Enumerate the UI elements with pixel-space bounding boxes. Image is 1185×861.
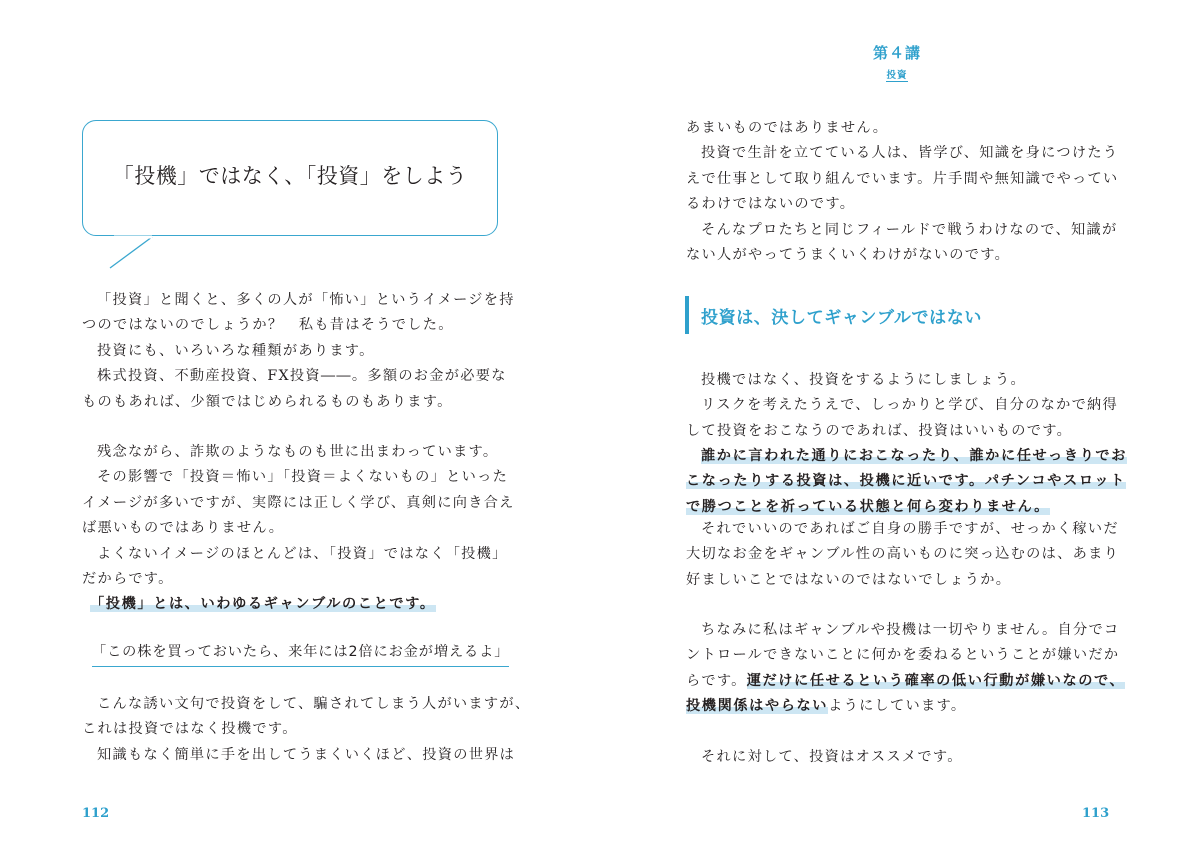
text-line: るわけではないのです。	[686, 196, 856, 213]
body-text-1	[686, 116, 1119, 268]
highlighted-text: 投機関係はやらない	[686, 698, 829, 715]
text-line: 投資で生計を立てている人は、皆学び、知識を身につけたう	[701, 145, 1119, 162]
text-line: 投機ではなく、投資をするようにしましょう。	[701, 372, 1026, 388]
body-text-4	[686, 618, 1125, 770]
text-line: 株式投資、不動産投資、FX投資――。多額のお金が必要な	[97, 368, 507, 385]
plain-text: らです。	[686, 672, 747, 689]
plain-text: ようにしています。	[828, 698, 967, 715]
text-line: で勝つことを祈っている状態と何ら変わりません。	[686, 498, 1050, 515]
right-page	[592, 0, 1185, 861]
text-line: よくないイメージのほとんどは、「投資」ではなく「投機」	[97, 545, 508, 562]
highlighted-text: 運だけに任せるという確率の低い行動が嫌いなので、	[746, 672, 1126, 689]
text-line: えで仕事として取り組んでいます。片手間や無知識でやってい	[686, 170, 1119, 187]
highlight-block	[686, 444, 1127, 520]
page-number: 112	[82, 806, 110, 821]
text-line: その影響で「投資＝怖い」「投資＝よくないもの」といった	[97, 469, 509, 486]
highlight-line	[82, 592, 436, 617]
left-page	[0, 0, 592, 861]
closing-line: それに対して、投資はオススメです。	[701, 749, 963, 766]
text-line: 「投資」と聞くと、多くの人が「怖い」というイメージを持	[97, 292, 515, 308]
text-line: だからです。	[82, 571, 174, 588]
text-line: 投資にも、いろいろな種類があります。	[97, 342, 375, 359]
body-text-3	[82, 692, 530, 768]
text-line: それでいいのであればご自身の勝手ですが、せっかく稼いだ	[701, 521, 1119, 537]
text-line: 大切なお金をギャンブル性の高いものに突っ込むのは、あまり	[686, 546, 1120, 563]
highlighted-text: 「投機」とは、いわゆるギャンブルのことです。	[90, 596, 436, 612]
speech-bubble	[82, 120, 498, 236]
chapter-header	[862, 42, 932, 82]
body-text-3	[686, 517, 1119, 593]
text-line: ちなみに私はギャンブルや投機は一切やりません。自分でコ	[701, 622, 1120, 638]
text-line: リスクを考えたうえで、しっかりと学び、自分のなかで納得	[701, 397, 1119, 414]
section-heading-text: 投資は、決してギャンブルではない	[701, 307, 982, 328]
text-line: こんな誘い文句で投資をして、騙されてしまう人がいますが、	[97, 696, 531, 712]
text-line: 好ましいことではないのではないでしょうか。	[686, 571, 1012, 588]
chapter-subtitle: 投資	[886, 67, 907, 82]
text-line: あまいものではありません。	[686, 120, 889, 136]
text-line: こなったりする投資は、投機に近いです。パチンコやスロット	[686, 473, 1126, 490]
text-line: ば悪いものではありません。	[82, 520, 285, 537]
body-text-2	[686, 368, 1118, 444]
text-line: ない人がやってうまくいくわけがないのです。	[686, 247, 1011, 264]
text-line	[686, 694, 1125, 719]
text-line: ントロールできないことに何かを委ねるということが嫌いだか	[686, 647, 1120, 664]
text-line: して投資をおこなうのであれば、投資はいいものです。	[686, 422, 1073, 439]
text-line: これは投資ではなく投機です。	[82, 721, 298, 738]
bubble-title: 「投機」ではなく、「投資」をしよう	[112, 164, 468, 188]
text-line: つのではないのでしょうか？ 私も昔はそうでした。	[82, 317, 454, 334]
text-line: イメージが多いですが、実際には正しく学び、真剣に向き合え	[82, 494, 515, 511]
text-line: 知識もなく簡単に手を出してうまくいくほど、投資の世界は	[97, 746, 516, 763]
text-line	[686, 669, 1125, 694]
page-number: 113	[1082, 806, 1110, 821]
quote-text: 「この株を買っておいたら、来年には2倍にお金が増えるよ」	[92, 640, 509, 667]
body-text-2	[82, 440, 515, 592]
text-line: そんなプロたちと同じフィールドで戦うわけなので、知識が	[701, 221, 1118, 238]
section-heading	[685, 296, 982, 334]
text-line: 残念ながら、詐欺のようなものも世に出まわっています。	[97, 444, 499, 460]
chapter-label: 第４講	[872, 44, 921, 62]
text-line: 誰かに言われた通りにおこなったり、誰かに任せっきりでお	[701, 448, 1127, 464]
body-text-1	[82, 288, 515, 415]
speech-bubble-tail	[100, 234, 160, 274]
quote-line	[82, 640, 509, 667]
text-line: ものもあれば、少額ではじめられるものもあります。	[82, 393, 453, 410]
